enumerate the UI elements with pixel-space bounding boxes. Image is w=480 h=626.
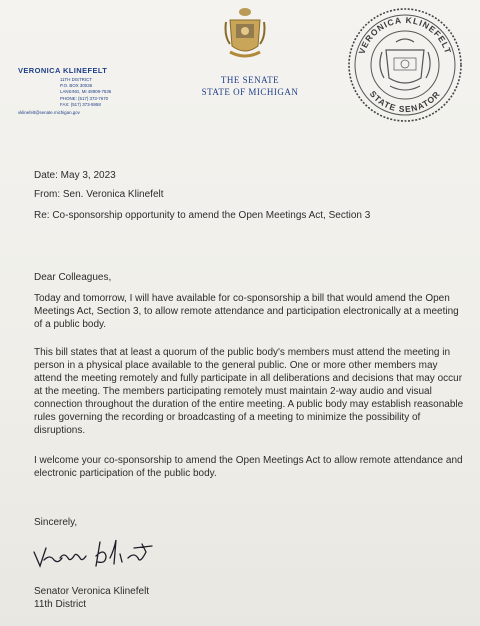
handwritten-signature xyxy=(30,530,160,576)
sender-fax: FAX: (517) 373-5958 xyxy=(60,101,101,107)
memo-date: Date: May 3, 2023 xyxy=(34,170,116,181)
memo-from: From: Sen. Veronica Klinefelt xyxy=(34,189,164,200)
paragraph-3: I welcome your co-sponsorship to amend the Open Meetings Act to allow remote attendance and electronic participation of the public body. xyxy=(34,455,463,479)
sender-city: LANSING, MI 48909-7536 xyxy=(60,89,112,95)
paragraph-1: Today and tomorrow, I will have available for co-sponsorship a bill that would amend the Open Meetings Act, Section 3, to allow remote attendance and participation electronically at a meeting of a public body. xyxy=(34,293,459,330)
signatory-name: Senator Veronica Klinefelt xyxy=(34,586,150,597)
senate-line-1: THE SENATE xyxy=(220,75,280,85)
paragraph-2: This bill states that at least a quorum of the public body's members must attend the meeting in person in a physical place available to the general public. One or more other members may attend the meeting remotely and fully participate in all deliberations and decisions that may occur at the meeting. The members participating remotely must maintain 2-way audio and visual connection throughout the duration of the entire meeting. A public body may establish reasonable rules governing the recording or broadcasting of a meeting to minimize the possibility of disruptions. xyxy=(34,347,464,436)
seal-top-text: VERONICA KLINEFELT xyxy=(356,14,454,56)
sender-phone: PHONE: (517) 373-7670 xyxy=(60,95,109,101)
state-senator-seal-icon xyxy=(346,6,464,124)
sender-email: vklinefelt@senate.michigan.gov xyxy=(18,110,80,116)
sender-name: VERONICA KLINEFELT xyxy=(18,66,108,75)
seal-bottom-text: STATE SENATOR xyxy=(367,88,443,115)
michigan-crest-icon xyxy=(224,6,266,62)
closing: Sincerely, xyxy=(34,517,78,528)
svg-text:STATE SENATOR xyxy=(368,89,442,114)
sender-district: 11TH DISTRICT xyxy=(60,77,92,82)
signatory-district: 11th District xyxy=(34,599,87,610)
salutation: Dear Colleagues, xyxy=(34,272,112,283)
sender-block xyxy=(18,66,168,115)
sender-po-box: P.O. BOX 30036 xyxy=(60,83,93,89)
senate-heading xyxy=(195,74,305,98)
senate-line-2: STATE OF MICHIGAN xyxy=(201,87,299,97)
memo-subject: Re: Co-sponsorship opportunity to amend the Open Meetings Act, Section 3 xyxy=(34,210,371,221)
